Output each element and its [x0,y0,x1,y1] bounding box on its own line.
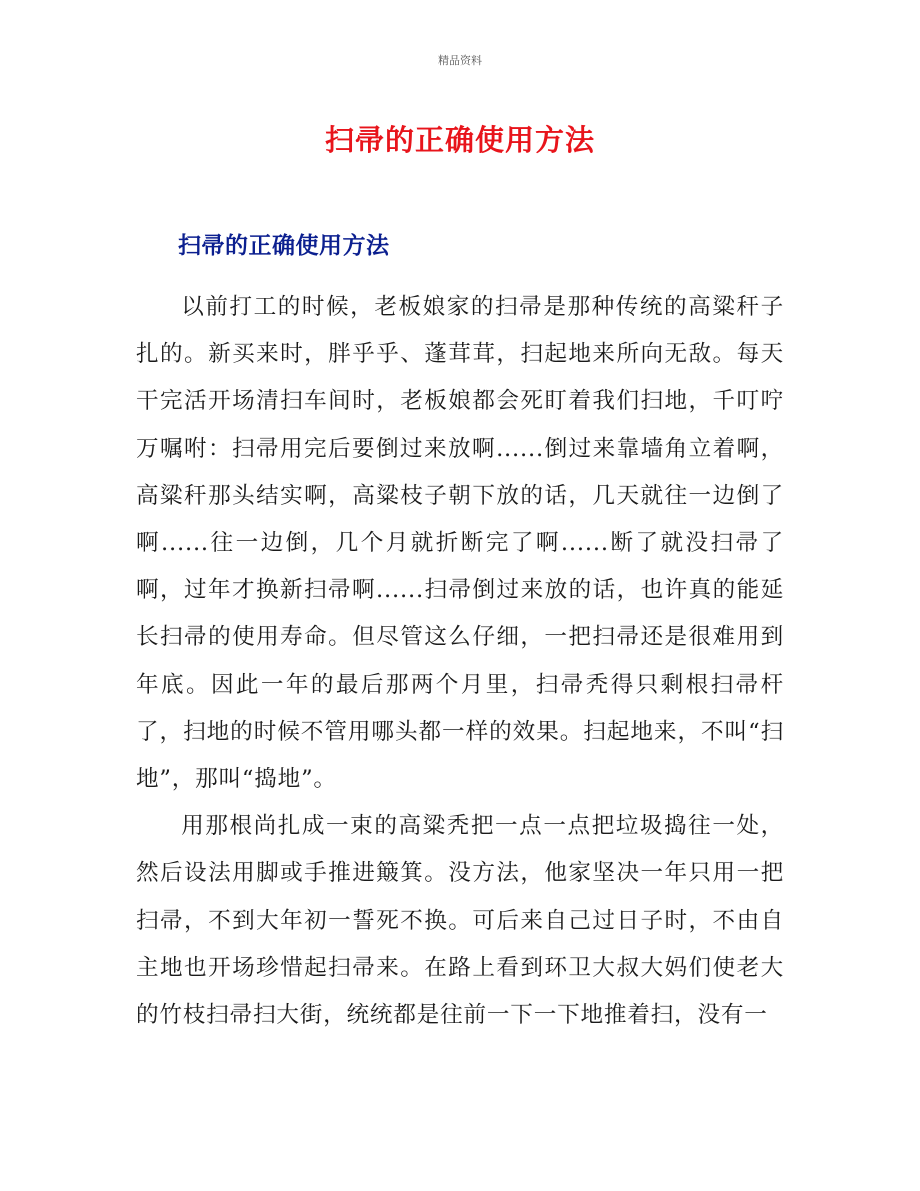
section-heading: 扫帚的正确使用方法 [178,233,390,259]
body-text [136,284,784,1039]
paragraph-1: 以前打工的时候，老板娘家的扫帚是那种传统的高粱秆子扎的。新买来时，胖乎乎、蓬茸茸，扫起地来所向无敌。每天干完活开场清扫车间时，老板娘都会死盯着我们扫地，千叮咛万嘱咐：扫帚用完后要倒过来放啊......倒过来靠墙角立着啊，高粱秆那头结实啊，高粱枝子朝下放的话，几天就往一边倒了啊......往一边倒，几个月就折断完了啊......断了就没扫帚了啊，过年才换新扫帚啊......扫帚倒过来放的话，也许真的能延长扫帚的使用寿命。但尽管这么仔细，一把扫帚还是很难用到年底。因此一年的最后那两个月里，扫帚秃得只剩根扫帚杆了，扫地的时候不管用哪头都一样的效果。扫起地来，不叫“扫地”，那叫“捣地”。 [136,294,784,793]
document-title: 扫帚的正确使用方法 [324,123,595,157]
paragraph-2: 用那根尚扎成一束的高粱秃把一点一点把垃圾捣往一处，然后设法用脚或手推进簸箕。没方法，他家坚决一年只用一把扫帚，不到大年初一誓死不换。可后来自己过日子时，不由自主地也开场珍惜起扫帚来。在路上看到环卫大叔大妈们使老大的竹枝扫帚扫大街，统统都是往前一下一下地推着扫，没有一 [136,813,784,1029]
header-note: 精品资料 [438,54,482,67]
